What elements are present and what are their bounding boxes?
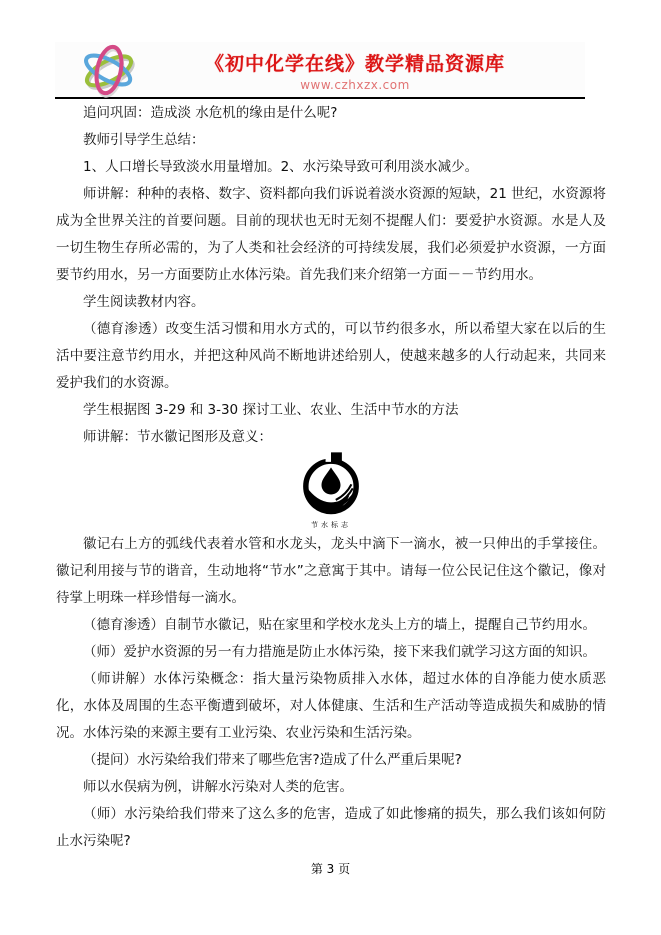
figure-caption: 节水标志 <box>311 521 351 529</box>
document-body <box>56 100 606 855</box>
paragraph: 学生阅读教材内容。 <box>83 294 205 310</box>
site-title: 《初中化学在线》教学精品资源库 <box>204 53 505 75</box>
paragraph: （德育渗透）自制节水徽记，贴在家里和学校水龙头上方的墙上，提醒自己节约用水。 <box>83 617 596 633</box>
paragraph: 徽记右上方的弧线代表着水管和水龙头，龙头中滴下一滴水，被一只伸出的手掌接住。徽记利用接与节的谐音，生动地将“节水”之意寓于其中。请每一位公民记住这个徽记，像对待掌上明珠一样珍惜每一滴水。 <box>56 536 606 606</box>
page-footer <box>0 860 661 877</box>
paragraph: 学生根据图 3-29 和 3-30 探讨工业、农业、生活中节水的方法 <box>83 402 459 418</box>
paragraph: （师）爱护水资源的另一有力措施是防止水体污染，接下来我们就学习这方面的知识。 <box>83 644 596 660</box>
paragraph: 师以水俣病为例，讲解水污染对人类的危害。 <box>83 779 353 795</box>
paragraph: 追问巩固：造成淡 水危机的缘由是什么呢? <box>83 105 338 121</box>
paragraph: 教师引导学生总结： <box>83 132 205 148</box>
page-number: 第 3 页 <box>310 862 351 876</box>
water-logo-figure <box>56 451 606 531</box>
paragraph: 师讲解：种种的表格、数字、资料都向我们诉说着淡水资源的短缺，21 世纪，水资源将成为全世界关注的首要问题。目前的现状也无时无刻不提醒人们：要爱护水资源。水是人及一切生物生存所必需的，为了人类和社会经济的可持续发展，我们必须爱护水资源，一方面要节约用水，另一方面要防止水体污染。首先我们来介绍第一方面－－节约用水。 <box>56 186 606 283</box>
paragraph: 师讲解：节水徽记图形及意义： <box>83 429 272 445</box>
paragraph: （提问）水污染给我们带来了哪些危害?造成了什么严重后果呢? <box>83 752 462 768</box>
paragraph: （师）水污染给我们带来了这么多的危害，造成了如此惨痛的损失，那么我们该如何防止水污染呢? <box>56 806 606 849</box>
page-header <box>55 42 585 99</box>
water-saving-logo-icon <box>297 451 365 519</box>
site-url: www.czhxzx.com <box>300 78 410 92</box>
header-text-block <box>125 42 585 92</box>
paragraph: 1、人口增长导致淡水用量增加。2、水污染导致可利用淡水减少。 <box>83 159 479 175</box>
paragraph: （师讲解）水体污染概念：指大量污染物质排入水体，超过水体的自净能力使水质恶化，水体及周围的生态平衡遭到破坏，对人体健康、生活和生产活动等造成损失和威胁的情况。水体污染的来源主要有工业污染、农业污染和生活污染。 <box>56 671 606 741</box>
paragraph: （德育渗透）改变生活习惯和用水方式的，可以节约很多水，所以希望大家在以后的生活中要注意节约用水，并把这种风尚不断地讲述给别人，使越来越多的人行动起来，共同来爱护我们的水资源。 <box>56 321 606 391</box>
